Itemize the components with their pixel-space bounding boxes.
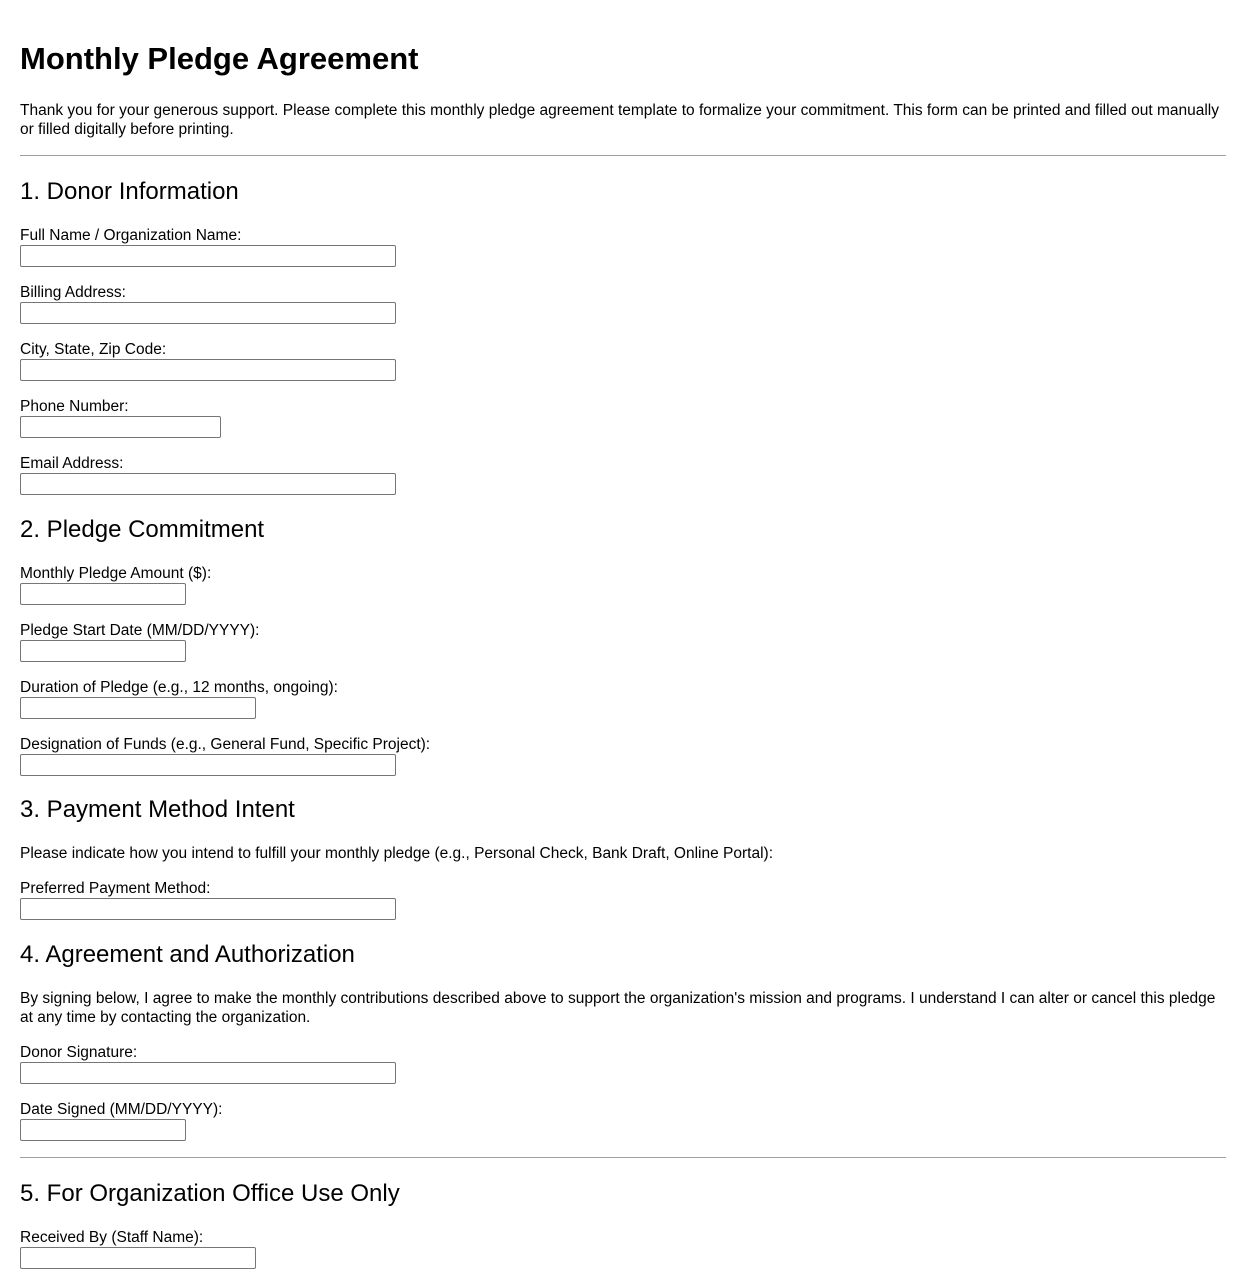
payment-method-heading: 3. Payment Method Intent <box>20 796 295 823</box>
full-name-label: Full Name / Organization Name: <box>20 227 242 244</box>
email-address-input[interactable] <box>20 473 396 495</box>
pledge-start-date-input[interactable] <box>20 640 186 662</box>
fund-designation-label: Designation of Funds (e.g., General Fund, Specific Project): <box>20 736 431 753</box>
email-address-label: Email Address: <box>20 455 124 472</box>
donor-signature-input[interactable] <box>20 1062 396 1084</box>
billing-address-label: Billing Address: <box>20 284 126 301</box>
pledge-duration-input[interactable] <box>20 697 256 719</box>
preferred-payment-method-label: Preferred Payment Method: <box>20 880 211 897</box>
pledge-amount-input[interactable] <box>20 583 186 605</box>
donor-information-heading: 1. Donor Information <box>20 178 239 205</box>
phone-number-label: Phone Number: <box>20 398 129 415</box>
donor-signature-label: Donor Signature: <box>20 1044 138 1061</box>
agreement-heading: 4. Agreement and Authorization <box>20 941 355 968</box>
phone-number-input[interactable] <box>20 416 221 438</box>
payment-method-instructions: Please indicate how you intend to fulfill your monthly pledge (e.g., Personal Check, Bank Draft, Online Portal): <box>20 845 774 862</box>
intro-text: Thank you for your generous support. Please complete this monthly pledge agreement template to formalize your commitment. This form can be printed and filled out manually or filled digitally before printing. <box>20 102 1219 138</box>
pledge-amount-label: Monthly Pledge Amount ($): <box>20 565 212 582</box>
office-use-heading: 5. For Organization Office Use Only <box>20 1180 400 1207</box>
page-title: Monthly Pledge Agreement <box>20 41 419 76</box>
city-state-zip-input[interactable] <box>20 359 396 381</box>
preferred-payment-method-input[interactable] <box>20 898 396 920</box>
agreement-statement: By signing below, I agree to make the monthly contributions described above to support the organization's mission and programs. I understand I can alter or cancel this pledge at any time by contacting the organization. <box>20 990 1216 1026</box>
received-by-label: Received By (Staff Name): <box>20 1229 204 1246</box>
full-name-input[interactable] <box>20 245 396 267</box>
pledge-start-date-label: Pledge Start Date (MM/DD/YYYY): <box>20 622 260 639</box>
office-use-divider <box>20 1157 1226 1158</box>
top-divider <box>20 155 1226 156</box>
received-by-input[interactable] <box>20 1247 256 1269</box>
date-signed-input[interactable] <box>20 1119 186 1141</box>
pledge-commitment-heading: 2. Pledge Commitment <box>20 516 265 543</box>
city-state-zip-label: City, State, Zip Code: <box>20 341 167 358</box>
fund-designation-input[interactable] <box>20 754 396 776</box>
pledge-duration-label: Duration of Pledge (e.g., 12 months, ongoing): <box>20 679 338 696</box>
date-signed-label: Date Signed (MM/DD/YYYY): <box>20 1101 223 1118</box>
billing-address-input[interactable] <box>20 302 396 324</box>
